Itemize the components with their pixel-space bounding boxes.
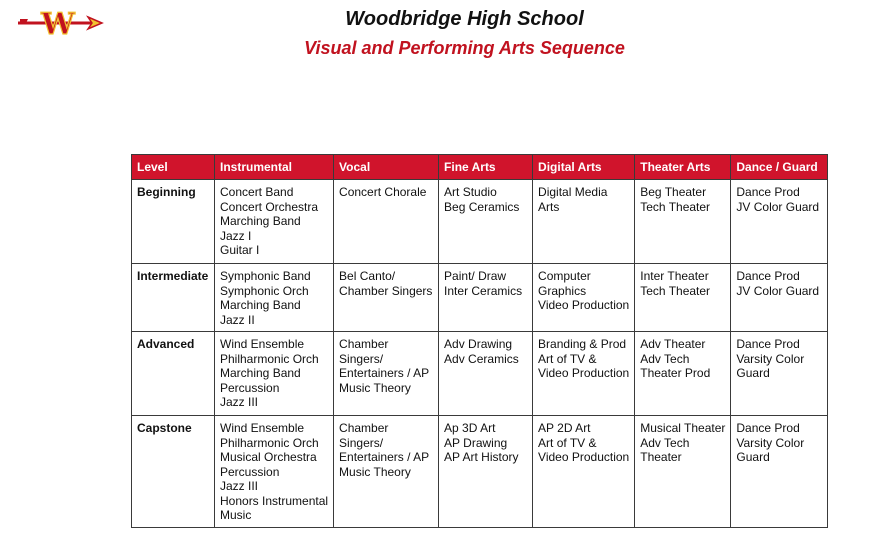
course-line: Adv Ceramics (444, 351, 519, 366)
course-line: Chamber Singers (339, 283, 433, 298)
course-line: Music Theory (339, 464, 411, 479)
course-line: Theater (640, 450, 682, 464)
course-line: Concert Band (220, 185, 294, 199)
course-line: Digital Media (538, 185, 608, 199)
course-line: Honors Instrumental (220, 493, 329, 508)
vocal-cell (334, 332, 439, 416)
digital-arts-cell (533, 332, 635, 416)
level-cell: Advanced (132, 332, 215, 416)
course-line: Symphonic Orch (220, 283, 309, 298)
column-header-level: Level (132, 155, 215, 180)
course-line: Art Studio (444, 185, 497, 199)
table-row (132, 264, 828, 332)
arts-sequence-table (131, 154, 828, 528)
course-line: Symphonic Band (220, 269, 311, 283)
course-line: Marching Band (220, 366, 301, 380)
course-line: Varsity Color (736, 351, 805, 366)
page-title: Woodbridge High School (345, 8, 584, 30)
column-header-fine-arts: Fine Arts (439, 155, 533, 180)
column-header-dance-guard: Dance / Guard (731, 155, 828, 180)
instrumental-cell (215, 416, 334, 528)
course-line: Tech Theater (640, 283, 711, 298)
course-line: Musical Orchestra (220, 450, 317, 464)
course-line: Beg Ceramics (444, 199, 520, 214)
course-line: JV Color Guard (736, 199, 820, 214)
course-line: Concert Chorale (339, 185, 427, 199)
course-line: Wind Ensemble (220, 421, 305, 435)
level-cell: Capstone (132, 416, 215, 528)
course-line: Bel Canto/ (339, 269, 396, 283)
column-header-digital-arts: Digital Arts (533, 155, 635, 180)
course-line: Percussion (220, 464, 280, 479)
instrumental-cell (215, 264, 334, 332)
course-line: Music (220, 508, 252, 522)
course-line: Varsity Color (736, 435, 805, 450)
vocal-cell (334, 180, 439, 264)
course-line: Entertainers / AP (339, 450, 430, 464)
instrumental-cell (215, 332, 334, 416)
course-line: AP Art History (444, 450, 519, 464)
course-line: Video Production (538, 450, 630, 464)
course-line: Art of TV & (538, 351, 597, 366)
table-row (132, 180, 828, 264)
course-line: Marching Band (220, 214, 301, 228)
course-line: Theater Prod (640, 366, 711, 380)
course-line: Ap 3D Art (444, 421, 496, 435)
course-line: Singers/ (339, 435, 384, 450)
dance-guard-cell (731, 180, 828, 264)
course-line: Singers/ (339, 351, 384, 366)
dance-guard-cell (731, 332, 828, 416)
course-line: Adv Theater (640, 337, 706, 351)
course-line: Concert Orchestra (220, 199, 319, 214)
course-line: Jazz I (220, 228, 252, 243)
fine-arts-cell (439, 180, 533, 264)
vocal-cell (334, 264, 439, 332)
theater-arts-cell (635, 332, 731, 416)
course-line: Tech Theater (640, 199, 711, 214)
course-line: Chamber (339, 337, 389, 351)
course-line: AP Drawing (444, 435, 508, 450)
course-line: AP 2D Art (538, 421, 591, 435)
page-subtitle: Visual and Performing Arts Sequence (304, 38, 625, 58)
table-row (132, 416, 828, 528)
course-line: Guard (736, 450, 770, 464)
course-line: Dance Prod (736, 337, 800, 351)
course-line: Percussion (220, 380, 280, 395)
course-line: Entertainers / AP (339, 366, 430, 380)
theater-arts-cell (635, 416, 731, 528)
course-line: Musical Theater (640, 421, 726, 435)
course-line: Dance Prod (736, 185, 800, 199)
digital-arts-cell (533, 180, 635, 264)
table-row (132, 332, 828, 416)
course-line: Guitar I (220, 243, 260, 257)
fine-arts-cell (439, 264, 533, 332)
vocal-cell (334, 416, 439, 528)
course-line: Computer (538, 269, 591, 283)
course-line: Graphics (538, 283, 587, 298)
course-line: Inter Ceramics (444, 283, 523, 298)
theater-arts-cell (635, 180, 731, 264)
course-line: Video Production (538, 298, 630, 312)
course-line: Jazz II (220, 312, 255, 327)
dance-guard-cell (731, 416, 828, 528)
theater-arts-cell (635, 264, 731, 332)
course-line: Art of TV & (538, 435, 597, 450)
course-line: Branding & Prod (538, 337, 627, 351)
column-header-vocal: Vocal (334, 155, 439, 180)
course-line: Guard (736, 366, 770, 380)
column-header-instrumental: Instrumental (215, 155, 334, 180)
course-line: Video Production (538, 366, 630, 380)
course-line: Philharmonic Orch (220, 435, 319, 450)
course-line: JV Color Guard (736, 283, 820, 298)
course-line: Chamber (339, 421, 389, 435)
logo-letter: W (41, 7, 75, 40)
course-line: Beg Theater (640, 185, 707, 199)
fine-arts-cell (439, 416, 533, 528)
course-line: Paint/ Draw (444, 269, 507, 283)
level-cell: Beginning (132, 180, 215, 264)
column-header-theater-arts: Theater Arts (635, 155, 731, 180)
course-line: Inter Theater (640, 269, 709, 283)
course-line: Adv Drawing (444, 337, 513, 351)
course-line: Marching Band (220, 298, 301, 312)
course-line: Arts (538, 199, 560, 214)
course-line: Jazz III (220, 479, 259, 493)
level-cell: Intermediate (132, 264, 215, 332)
course-line: Philharmonic Orch (220, 351, 319, 366)
course-line: Adv Tech (640, 435, 690, 450)
table-header-row (132, 155, 828, 180)
course-line: Music Theory (339, 380, 411, 395)
digital-arts-cell (533, 416, 635, 528)
digital-arts-cell (533, 264, 635, 332)
course-line: Wind Ensemble (220, 337, 305, 351)
course-line: Adv Tech (640, 351, 690, 366)
fine-arts-cell (439, 332, 533, 416)
course-line: Dance Prod (736, 421, 800, 435)
instrumental-cell (215, 180, 334, 264)
course-line: Jazz III (220, 395, 259, 409)
course-line: Dance Prod (736, 269, 800, 283)
dance-guard-cell (731, 264, 828, 332)
